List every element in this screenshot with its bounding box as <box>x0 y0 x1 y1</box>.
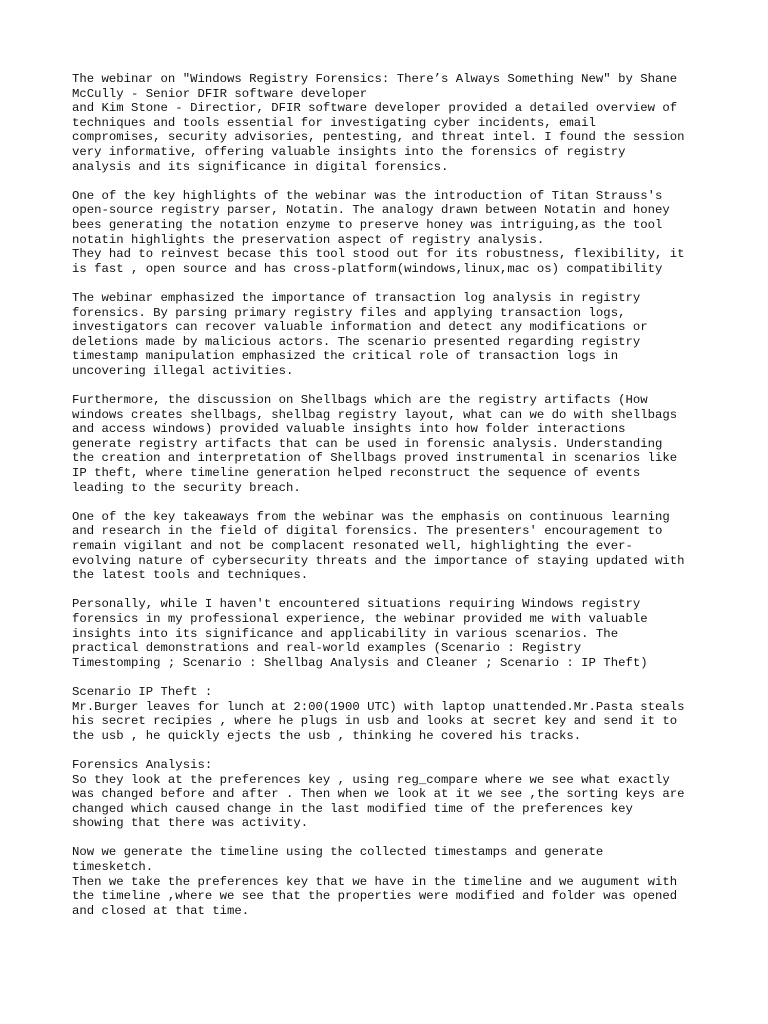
text-line: compromises, security advisories, pentesting, and threat intel. I found the session <box>72 130 685 145</box>
paragraph-key-takeaways <box>72 510 712 583</box>
text-line: showing that there was activity. <box>72 816 309 831</box>
document-page <box>72 72 712 933</box>
paragraph-shellbags <box>72 393 712 495</box>
text-line: the latest tools and techniques. <box>72 568 309 583</box>
paragraph-personal-reflection <box>72 597 712 670</box>
text-line: timesketch. <box>72 860 154 875</box>
text-line: his secret recipies , where he plugs in usb and looks at secret key and send it to <box>72 714 678 729</box>
text-line: So they look at the preferences key , using reg_compare where we see what exactly <box>72 772 670 787</box>
text-line: very informative, offering valuable insights into the forensics of registry <box>72 144 626 159</box>
text-line: windows creates shellbags, shellbag registry layout, what can we do with shellbags <box>72 407 678 422</box>
text-line: McCully - Senior DFIR software developer <box>72 86 368 101</box>
text-line: was changed before and after . Then when we look at it we see ,the sorting keys are <box>72 787 685 802</box>
text-line: forensics. By parsing primary registry files and applying transaction logs, <box>72 305 626 320</box>
text-line: the usb , he quickly ejects the usb , thinking he covered his tracks. <box>72 728 582 743</box>
text-line: generate registry artifacts that can be used in forensic analysis. Understanding <box>72 436 663 451</box>
text-line: practical demonstrations and real-world examples (Scenario : Registry <box>72 641 582 656</box>
text-line: One of the key highlights of the webinar was the introduction of Titan Strauss's <box>72 188 663 203</box>
text-line: is fast , open source and has cross-platform(windows,linux,mac os) compatibility <box>72 261 663 276</box>
text-line: Mr.Burger leaves for lunch at 2:00(1900 UTC) with laptop unattended.Mr.Pasta steals <box>72 699 685 714</box>
text-line: Personally, while I haven't encountered situations requiring Windows registry <box>72 597 641 612</box>
text-line: notatin highlights the preservation aspect of registry analysis. <box>72 232 545 247</box>
text-line: and research in the field of digital forensics. The presenters' encouragement to <box>72 524 663 539</box>
text-line: investigators can recover valuable information and detect any modifications or <box>72 320 648 335</box>
text-line: the creation and interpretation of Shellbags proved instrumental in scenarios like <box>72 451 678 466</box>
text-line: Scenario IP Theft : <box>72 684 213 699</box>
text-line: and closed at that time. <box>72 903 250 918</box>
text-line: leading to the security breach. <box>72 480 301 495</box>
text-line: insights into its significance and applicability in various scenarios. The <box>72 626 619 641</box>
text-line: The webinar on "Windows Registry Forensics: There’s Always Something New" by Shane <box>72 72 678 86</box>
text-line: deletions made by malicious actors. The scenario presented regarding registry <box>72 334 641 349</box>
text-line: Then we take the preferences key that we have in the timeline and we augument with <box>72 874 678 889</box>
text-line: uncovering illegal activities. <box>72 363 294 378</box>
text-line: Forensics Analysis: <box>72 757 213 772</box>
text-line: They had to reinvest becase this tool stood out for its robustness, flexibility, it <box>72 247 685 262</box>
text-line: the timeline ,where we see that the properties were modified and folder was opened <box>72 889 678 904</box>
text-line: analysis and its significance in digital forensics. <box>72 159 449 174</box>
text-line: timestamp manipulation emphasized the critical role of transaction logs in <box>72 349 619 364</box>
text-line: forensics in my professional experience, the webinar provided me with valuable <box>72 611 648 626</box>
paragraph-timeline <box>72 845 712 918</box>
text-line: changed which caused change in the last modified time of the preferences key <box>72 801 633 816</box>
text-line: and Kim Stone - Directior, DFIR software developer provided a detailed overview of <box>72 101 678 116</box>
text-line: IP theft, where timeline generation helped reconstruct the sequence of events <box>72 466 641 481</box>
text-line: techniques and tools essential for investigating cyber incidents, email <box>72 115 596 130</box>
text-line: One of the key takeaways from the webinar was the emphasis on continuous learning <box>72 509 670 524</box>
text-line: bees generating the notation enzyme to preserve honey was intriguing,as the tool <box>72 217 663 232</box>
text-line: Furthermore, the discussion on Shellbags which are the registry artifacts (How <box>72 393 648 408</box>
text-line: evolving nature of cybersecurity threats and the importance of staying updated with <box>72 553 685 568</box>
text-line: Timestomping ; Scenario : Shellbag Analysis and Cleaner ; Scenario : IP Theft) <box>72 655 648 670</box>
text-line: The webinar emphasized the importance of transaction log analysis in registry <box>72 290 641 305</box>
paragraph-notatin <box>72 189 712 277</box>
text-line: remain vigilant and not be complacent resonated well, highlighting the ever- <box>72 539 633 553</box>
paragraph-scenario-ip-theft <box>72 685 712 743</box>
text-line: and access windows) provided valuable insights into how folder interactions <box>72 422 626 437</box>
paragraph-transaction-logs <box>72 291 712 379</box>
text-line: open-source registry parser, Notatin. The analogy drawn between Notatin and honey <box>72 203 670 218</box>
paragraph-forensics-analysis <box>72 758 712 831</box>
paragraph-webinar-overview <box>72 72 712 174</box>
text-line: Now we generate the timeline using the collected timestamps and generate <box>72 845 604 860</box>
